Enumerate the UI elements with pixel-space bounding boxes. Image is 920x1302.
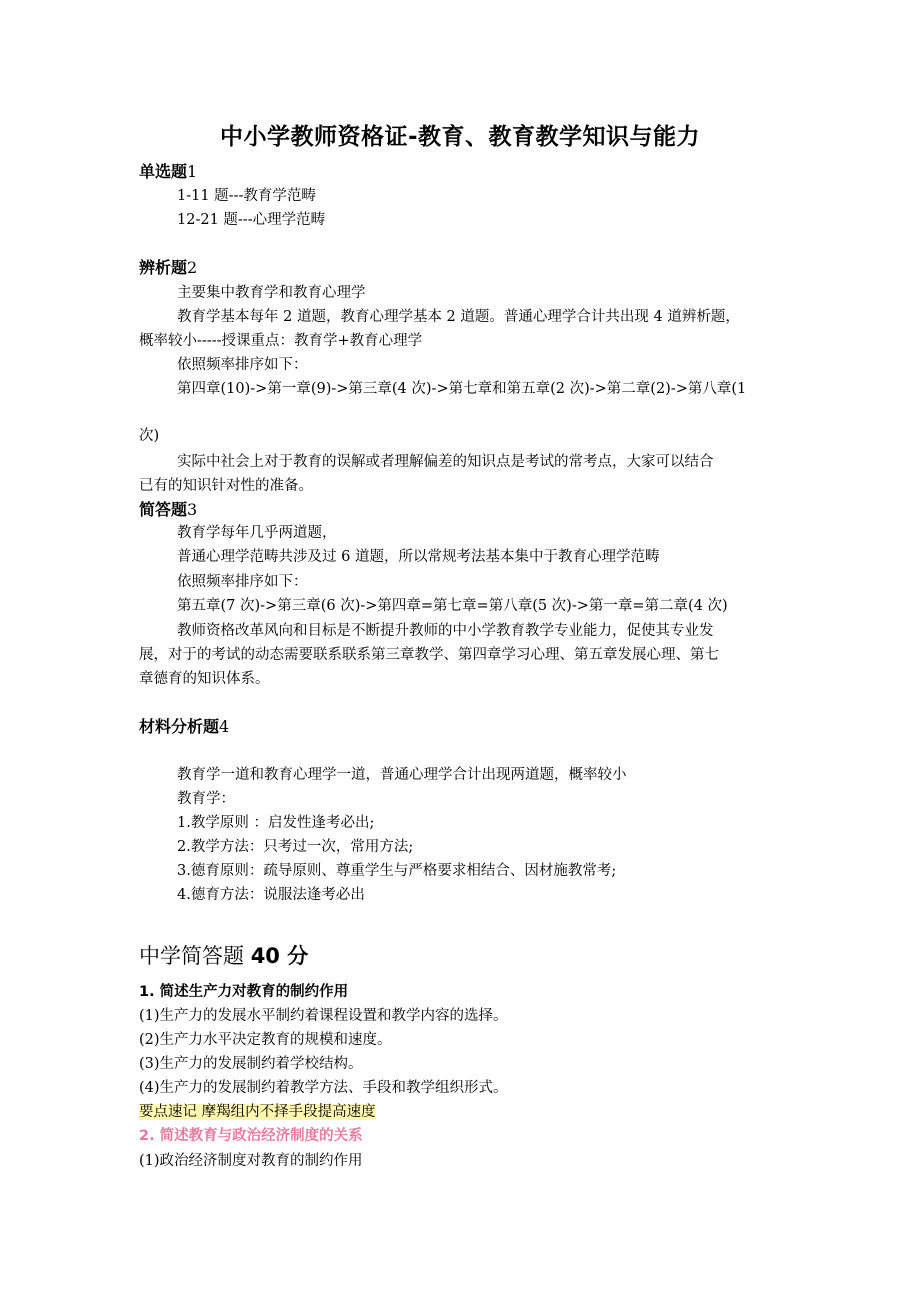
text-line: 教育学每年几乎两道题， (177, 525, 337, 541)
mnemonic-highlight: 要点速记 摩羯组内不择手段提高速度 (139, 1104, 376, 1120)
text-line: 已有的知识针对性的准备。 (139, 478, 313, 494)
list-item: 3.德育原则：疏导原则、尊重学生与严格要求相结合、因材施教常考; (177, 863, 617, 879)
text-line: 教师资格改革风向和目标是不断提升教师的中小学教育教学专业能力，促使其专业发 (177, 623, 714, 639)
text-line: 第五章(7 次)->第三章(6 次)->第四章=第七章=第八章(5 次)->第一章=第二章(4 次) (177, 598, 728, 614)
answer-point: (1)政治经济制度对教育的制约作用 (139, 1153, 363, 1169)
text-line: 章德育的知识体系。 (139, 671, 270, 687)
text-line: 主要集中教育学和教育心理学 (177, 285, 366, 301)
section-heading-short-answer: 简答题3 (139, 500, 198, 519)
text-line: 教育学基本每年 2 道题，教育心理学基本 2 道题。普通心理学合计共出现 4 道辨析题， (177, 309, 740, 325)
text-line: 概率较小-----授课重点：教育学+教育心理学 (139, 333, 423, 349)
question-title: 2. 简述教育与政治经济制度的关系 (139, 1128, 363, 1144)
text-line: 展，对于的考试的动态需要联系联系第三章教学、第四章学习心理、第五章发展心理、第七 (139, 647, 719, 663)
answer-point: (2)生产力水平决定教育的规模和速度。 (139, 1032, 392, 1048)
section-heading-analysis: 辨析题2 (139, 258, 198, 277)
section-heading-single-choice: 单选题1 (139, 162, 198, 181)
answer-point: (1)生产力的发展水平制约着课程设置和教学内容的选择。 (139, 1008, 508, 1024)
section-heading-material-analysis: 材料分析题4 (139, 717, 230, 736)
text-line: 教育学： (177, 791, 235, 807)
text-line: 普通心理学范畴共涉及过 6 道题，所以常规考法基本集中于教育心理学范畴 (177, 549, 660, 565)
text-line: 依照频率排序如下： (177, 574, 308, 590)
answer-point: (4)生产力的发展制约着教学方法、手段和教学组织形式。 (139, 1080, 508, 1096)
document-title: 中小学教师资格证-教育、教育教学知识与能力 (219, 124, 701, 150)
question-title: 1. 简述生产力对教育的制约作用 (139, 984, 349, 1000)
list-item: 2.教学方法：只考过一次，常用方法; (177, 839, 414, 855)
text-line: 教育学一道和教育心理学一道，普通心理学合计出现两道题，概率较小 (177, 767, 627, 783)
text-line: 12-21 题---心理学范畴 (177, 212, 326, 228)
text-line: 依照频率排序如下： (177, 357, 308, 373)
text-line: 1-11 题---教育学范畴 (177, 188, 316, 204)
text-line: 第四章(10)->第一章(9)->第三章(4 次)->第七章和第五章(2 次)->第二章(2)->第八章(1 (177, 381, 747, 397)
list-item: 1.教学原则 ：启发性逢考必出; (177, 815, 375, 831)
list-item: 4.德育方法：说服法逢考必出 (177, 887, 365, 903)
section-heading-middle-school-short-answer: 中学简答题 40 分 (139, 944, 309, 968)
text-line: 实际中社会上对于教育的误解或者理解偏差的知识点是考试的常考点，大家可以结合 (177, 454, 714, 470)
answer-point: (3)生产力的发展制约着学校结构。 (139, 1056, 363, 1072)
text-line: 次) (139, 428, 160, 444)
